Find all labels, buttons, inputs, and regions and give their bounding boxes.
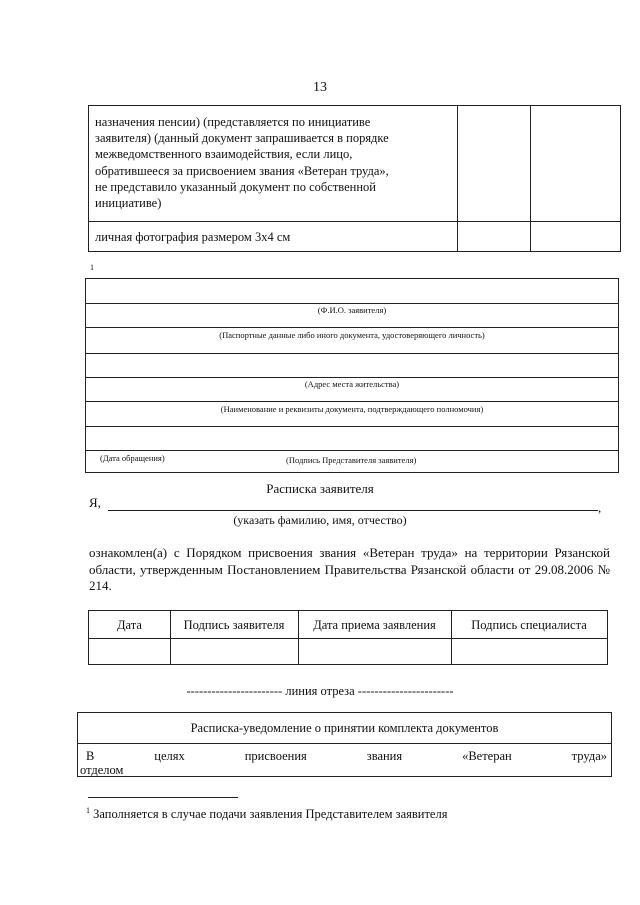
notification-line (86, 749, 607, 764)
row-line: межведомственного взаимодействия, если лицо, (95, 147, 353, 162)
word: В (86, 749, 95, 763)
document-row-photo (95, 229, 455, 245)
signature-caption: (Подпись Представителя заявителя) (286, 455, 417, 465)
row-line: заявителя) (данный документ запрашивается в порядке (95, 131, 389, 146)
acknowledgement-paragraph: ознакомлен(а) с Порядком присвоения звания «Ветеран труда» на территории Рязанской области, утвержденным Постановлением Правительства Рязанской области от 29.08.2006 № 214. (89, 545, 610, 593)
form-line (86, 426, 618, 427)
footnote-rule (88, 797, 238, 798)
form-line (86, 303, 618, 304)
cut-line: ----------------------- линия отреза ----------------------- (186, 684, 454, 698)
notification-second-line: отделом (80, 763, 124, 777)
applicant-form (85, 278, 619, 473)
fio-caption: (Ф.И.О. заявителя) (317, 305, 387, 315)
form-line (86, 377, 618, 378)
name-caption: (указать фамилию, имя, отчество) (233, 513, 407, 527)
ya-label: Я, (89, 495, 101, 510)
table-column-divider (457, 106, 458, 251)
passport-caption: (Паспортные данные либо иного документа, удостоверяющего личность) (219, 330, 485, 340)
table-row-divider (89, 221, 620, 222)
header-acceptance-date: Дата приема заявления (313, 618, 436, 632)
form-line (86, 450, 618, 451)
footnote-text: Заполняется в случае подачи заявления Представителем заявителя (90, 807, 448, 822)
row-line: обратившееся за присвоением звания «Ветеран труда», (95, 163, 389, 178)
word: труда» (571, 749, 607, 763)
footnote-reference: 1 (90, 263, 94, 272)
page-number: 13 (313, 80, 327, 95)
form-line (86, 353, 618, 354)
footnote-mark: 1 (86, 806, 90, 815)
comma: , (598, 500, 602, 515)
notification-box (77, 712, 612, 777)
signature-table (88, 610, 608, 665)
table-row-divider (89, 638, 607, 639)
authority-caption: (Наименование и реквизиты документа, подтверждающего полномочия) (220, 404, 484, 414)
header-specialist-signature: Подпись специалиста (471, 618, 587, 632)
documents-table (88, 105, 621, 252)
word: «Ветеран (462, 749, 512, 763)
footnote (86, 806, 447, 822)
document-row-pension (95, 114, 455, 211)
header-applicant-signature: Подпись заявителя (183, 618, 285, 632)
date-caption: (Дата обращения) (100, 453, 165, 463)
address-caption: (Адрес места жительства) (304, 379, 400, 389)
name-fill-line (108, 510, 598, 511)
word: звания (366, 749, 403, 763)
table-column-divider (530, 106, 531, 251)
word: присвоения (244, 749, 307, 763)
form-line (86, 401, 618, 402)
header-date: Дата (117, 618, 142, 632)
receipt-title: Расписка заявителя (266, 481, 374, 496)
table-row-divider (78, 743, 611, 744)
word: целях (154, 749, 185, 763)
notification-title: Расписка-уведомление о принятии комплекта документов (190, 721, 499, 735)
form-line (86, 327, 618, 328)
row-line: назначения пенсии) (представляется по инициативе (95, 115, 371, 129)
row-line: личная фотография размером 3х4 см (95, 230, 291, 244)
row-line: не представило указанный документ по собственной (95, 179, 376, 194)
row-line: инициативе) (95, 196, 162, 211)
